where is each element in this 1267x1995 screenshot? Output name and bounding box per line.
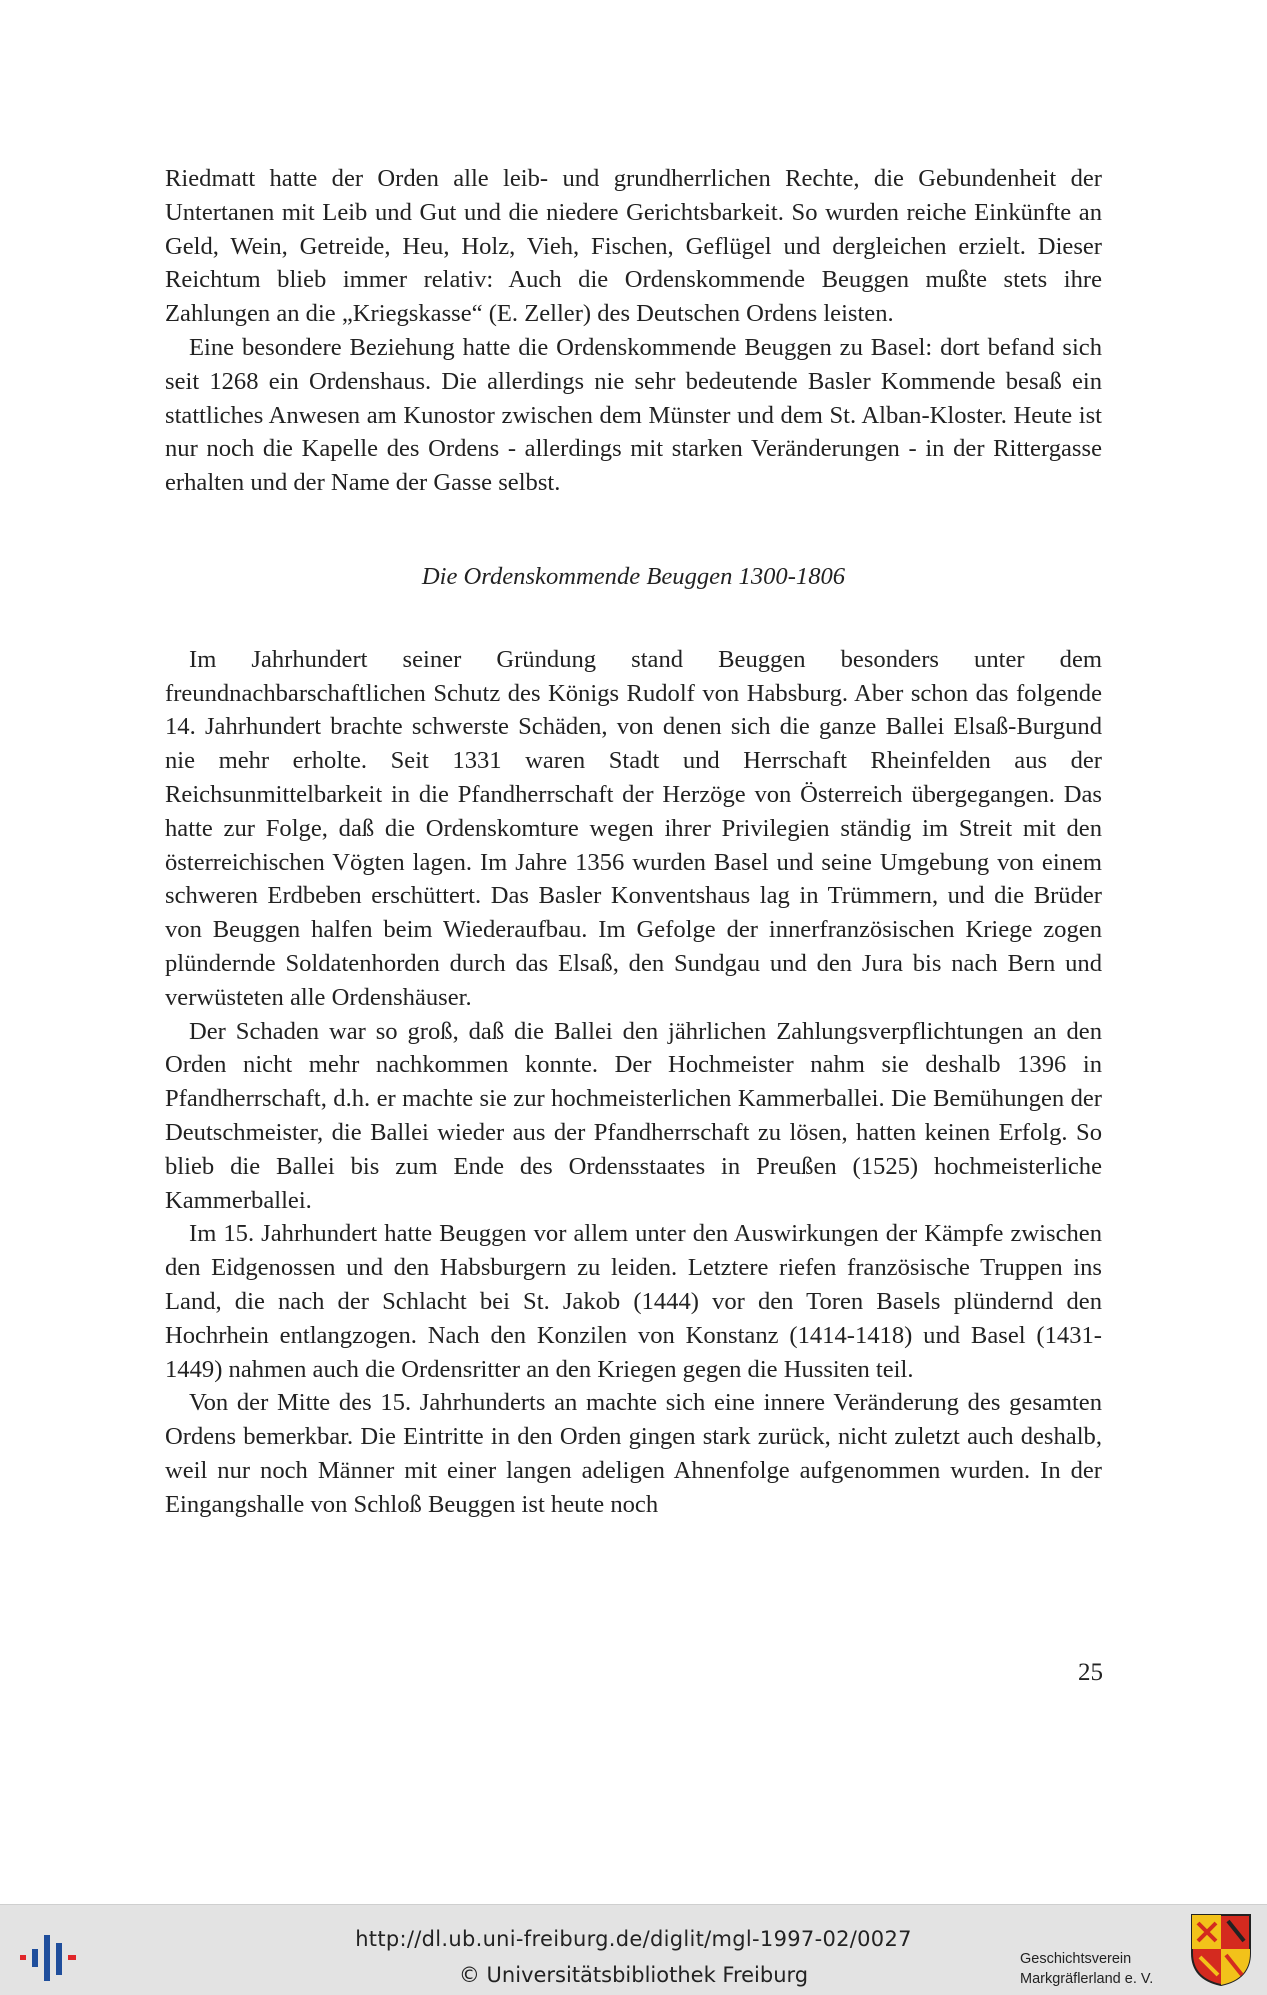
permalink-link[interactable]: http://dl.ub.uni-freiburg.de/diglit/mgl-1997-02/0027 (355, 1927, 912, 1951)
coat-of-arms-icon (1190, 1913, 1252, 1987)
footer-bar (0, 1904, 1267, 1995)
paragraph: Von der Mitte des 15. Jahrhunderts an machte sich eine innere Veränderung des gesamten Ordens bemerkbar. Die Eintritte in den Orden gingen stark zurück, nicht zuletzt auch deshalb, weil nur noch Männer mit einer langen adeligen Ahnenfolge aufgenommen wurden. In der Eingangshalle von Schloß Beuggen ist heute noch (165, 1389, 1102, 1518)
society-name (1020, 1949, 1190, 1989)
section-heading: Die Ordenskommende Beuggen 1300-1806 (421, 562, 846, 590)
page-body (165, 162, 1102, 1521)
paragraph: Im 15. Jahrhundert hatte Beuggen vor allem unter den Auswirkungen der Kämpfe zwischen den Eidgenossen und den Habsburgern zu leiden. Letztere riefen französische Truppen ins Land, die nach der Schlacht bei St. Jakob (1444) vor den Toren Basels plündernd den Hochrhein entlangzogen. Nach den Konzilen von Konstanz (1414-1418) und Basel (1431-1449) nahmen auch die Ordensritter an den Kriegen gegen die Hussiten teil. (165, 1220, 1102, 1383)
paragraph: Eine besondere Beziehung hatte die Ordenskommende Beuggen zu Basel: dort befand sich seit 1268 ein Ordenshaus. Die allerdings nie sehr bedeutende Basler Kommende besaß ein stattliches Anwesen am Kunostor zwischen dem Münster und dem St. Alban-Kloster. Heute ist nur noch die Kapelle des Ordens - allerdings mit starken Veränderungen - in der Rittergasse erhalten und der Name der Gasse selbst. (165, 333, 1102, 497)
paragraph: Riedmatt hatte der Orden alle leib- und grundherrlichen Rechte, die Gebundenheit der Untertanen mit Leib und Gut und die niedere Gerichtsbarkeit. So wurden reiche Einkünfte an Geld, Wein, Getreide, Heu, Holz, Vieh, Fischen, Geflügel und dergleichen erzielt. Dieser Reichtum blieb immer relativ: Auch die Ordenskommende Beuggen mußte stets ihre Zahlungen an die „Kriegskasse“ (E. Zeller) des Deutschen Ordens leisten. (165, 165, 1102, 328)
paragraph: Der Schaden war so groß, daß die Ballei den jährlichen Zahlungsverpflichtungen an den Orden nicht mehr nachkommen konnte. Der Hochmeister nahm sie deshalb 1396 in Pfandherrschaft, d.h. er machte sie zur hochmeisterlichen Kammerballei. Die Bemühungen der Deutschmeister, die Ballei wieder aus der Pfandherrschaft zu lösen, hatten keinen Erfolg. So blieb die Ballei bis zum Ende des Ordensstaates in Preußen (1525) hochmeisterliche Kammerballei. (165, 1017, 1102, 1214)
page-number: 25 (1078, 1659, 1103, 1686)
society-line-2: Markgräflerland e. V. (1020, 1971, 1154, 1987)
copyright-notice: © Universitätsbibliothek Freiburg (458, 1963, 809, 1987)
paragraph: Im Jahrhundert seiner Gründung stand Beuggen besonders unter dem freundnachbarschaftlichen Schutz des Königs Rudolf von Habsburg. Aber schon das folgende 14. Jahrhundert brachte schwerste Schäden, von denen sich die ganze Ballei Elsaß-Burgund nie mehr erholte. Seit 1331 waren Stadt und Herrschaft Rheinfelden aus der Reichsunmittelbarkeit in die Pfandherrschaft der Herzöge von Österreich übergegangen. Das hatte zur Folge, daß die Ordenskomture wegen ihrer Privilegien ständig im Streit mit den österreichischen Vögten lagen. Im Jahre 1356 wurden Basel und seine Umgebung von einem schweren Erdbeben erschüttert. Das Basler Konventshaus lag in Trümmern, und die Brüder von Beuggen halfen beim Wiederaufbau. Im Gefolge der innerfranzösischen Kriege zogen plündernde Soldatenhorden durch das Elsaß, den Sundgau und den Jura bis nach Bern und verwüsteten alle Ordenshäuser. (165, 645, 1102, 1011)
society-line-1: Geschichtsverein (1020, 1951, 1132, 1967)
